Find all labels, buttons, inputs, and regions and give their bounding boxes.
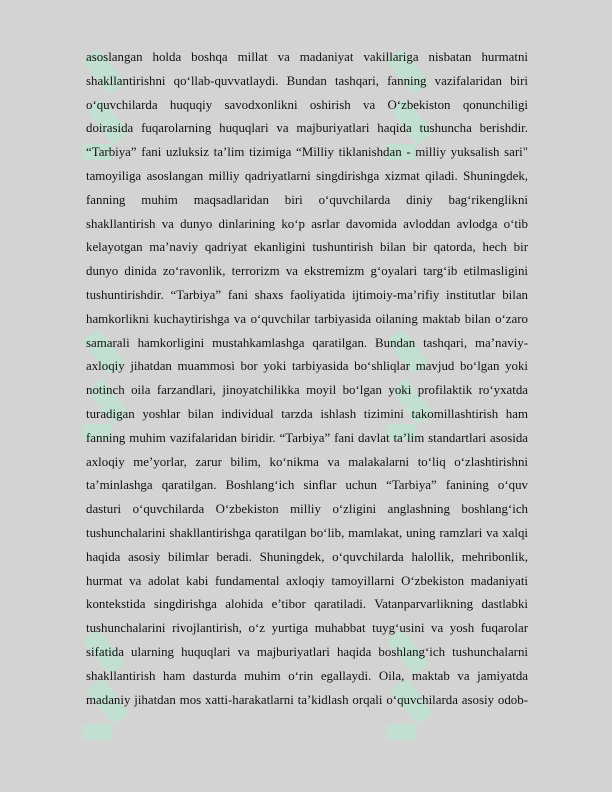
text-line: notinch oila farzandlari, jinoyatchilikka moyil bo‘lgan yoki profilaktik ro‘yxatda xyxy=(86,383,528,398)
text-line: sifatida ularning huquqlari va majburiyatlari haqida boshlang‘ich tushunchalarni xyxy=(86,644,528,659)
text-line: fanning muhim maqsadlaridan biri o‘quvchilarda diniy bag‘rikenglikni xyxy=(86,192,528,207)
text-line: ta’minlashga qaratilgan. Boshlang‘ich sinflar uchun “Tarbiya” fanining o‘quv xyxy=(86,478,528,493)
text-line: turadigan yoshlar bilan individual tarzda ishlash tizimini takomillashtirish ham xyxy=(86,406,528,421)
text-line: axloqiy jihatdan muammosi bor yoki tarbiyasida bo‘shliqlar mavjud bo‘lgan yoki xyxy=(86,359,528,374)
text-line: hurmat va adolat kabi fundamental axloqiy tamoyillarni O‘zbekiston madaniyati xyxy=(86,573,528,588)
text-line: madaniy jihatdan mos xatti-harakatlarni ta’kidlash orqali o‘quvchilarda asosiy odob- xyxy=(86,692,528,707)
text-line: shakllantirishni qo‘llab-quvvatlaydi. Bundan tashqari, fanning vazifalaridan biri xyxy=(86,73,528,88)
text-line: o‘quvchilarda huquqiy savodxonlikni oshirish va O‘zbekiston qonunchiligi xyxy=(86,97,528,112)
text-line: tushunchalarini rivojlantirish, o‘z yurtiga muhabbat tuyg‘usini va yosh fuqarolar xyxy=(86,621,528,636)
text-line: dunyo dinida zo‘ravonlik, terrorizm va ekstremizm g‘oyalari targ‘ib etilmasligini xyxy=(86,264,528,279)
text-line: “Tarbiya” fani uzluksiz ta’lim tizimiga “Milliy tiklanishdan - milliy yuksalish sari" xyxy=(86,145,528,160)
text-line: axloqiy me’yorlar, zarur bilim, ko‘nikma va malakalarni to‘liq o‘zlashtirishni xyxy=(86,454,528,469)
text-line: hamkorlikni kuchaytirishga va o‘quvchilar tarbiyasida oilaning maktab bilan o‘zaro xyxy=(86,311,528,326)
text-line: tamoyiliga asoslangan milliy qadriyatlarni singdirishga xizmat qiladi. Shuningdek, xyxy=(86,168,528,183)
text-line: samarali hamkorligini mustahkamlashga qaratilgan. Bundan tashqari, ma’naviy- xyxy=(86,335,528,350)
text-line: shakllantirish va dunyo dinlarining ko‘p asrlar davomida avloddan avlodga o‘tib xyxy=(86,216,528,231)
text-line: fanning muhim vazifalaridan biridir. “Tarbiya” fani davlat ta’lim standartlari asosida xyxy=(86,430,528,445)
text-line: dasturi o‘quvchilarda O‘zbekiston milliy o‘zligini anglashning boshlang‘ich xyxy=(86,502,528,517)
text-line: shakllantirish ham dasturda muhim o‘rin egallaydi. Oila, maktab va jamiyatda xyxy=(86,668,528,683)
text-line: haqida asosiy bilimlar beradi. Shuningdek, o‘quvchilarda halollik, mehribonlik, xyxy=(86,549,528,564)
text-line: kontekstida singdirishga alohida e’tibor qaratiladi. Vatanparvarlikning dastlabki xyxy=(86,597,528,612)
text-line: tushunchalarini shakllantirishga qaratilgan bo‘lib, mamlakat, uning ramzlari va xalqi xyxy=(86,525,528,540)
body-text xyxy=(86,46,528,712)
text-line: asoslangan holda boshqa millat va madaniyat vakillariga nisbatan hurmatni xyxy=(86,50,528,64)
text-line: kelayotgan ma’naviy qadriyat ekanligini tushuntirish bilan bir qatorda, hech bir xyxy=(86,240,528,255)
text-line: doirasida fuqarolarning huquqlari va majburiyatlari haqida tushuncha berishdir. xyxy=(86,121,528,136)
text-line: tushuntirishdir. “Tarbiya” fani shaxs faoliyatida ijtimoiy-ma’rifiy institutlar bilan xyxy=(86,287,528,302)
